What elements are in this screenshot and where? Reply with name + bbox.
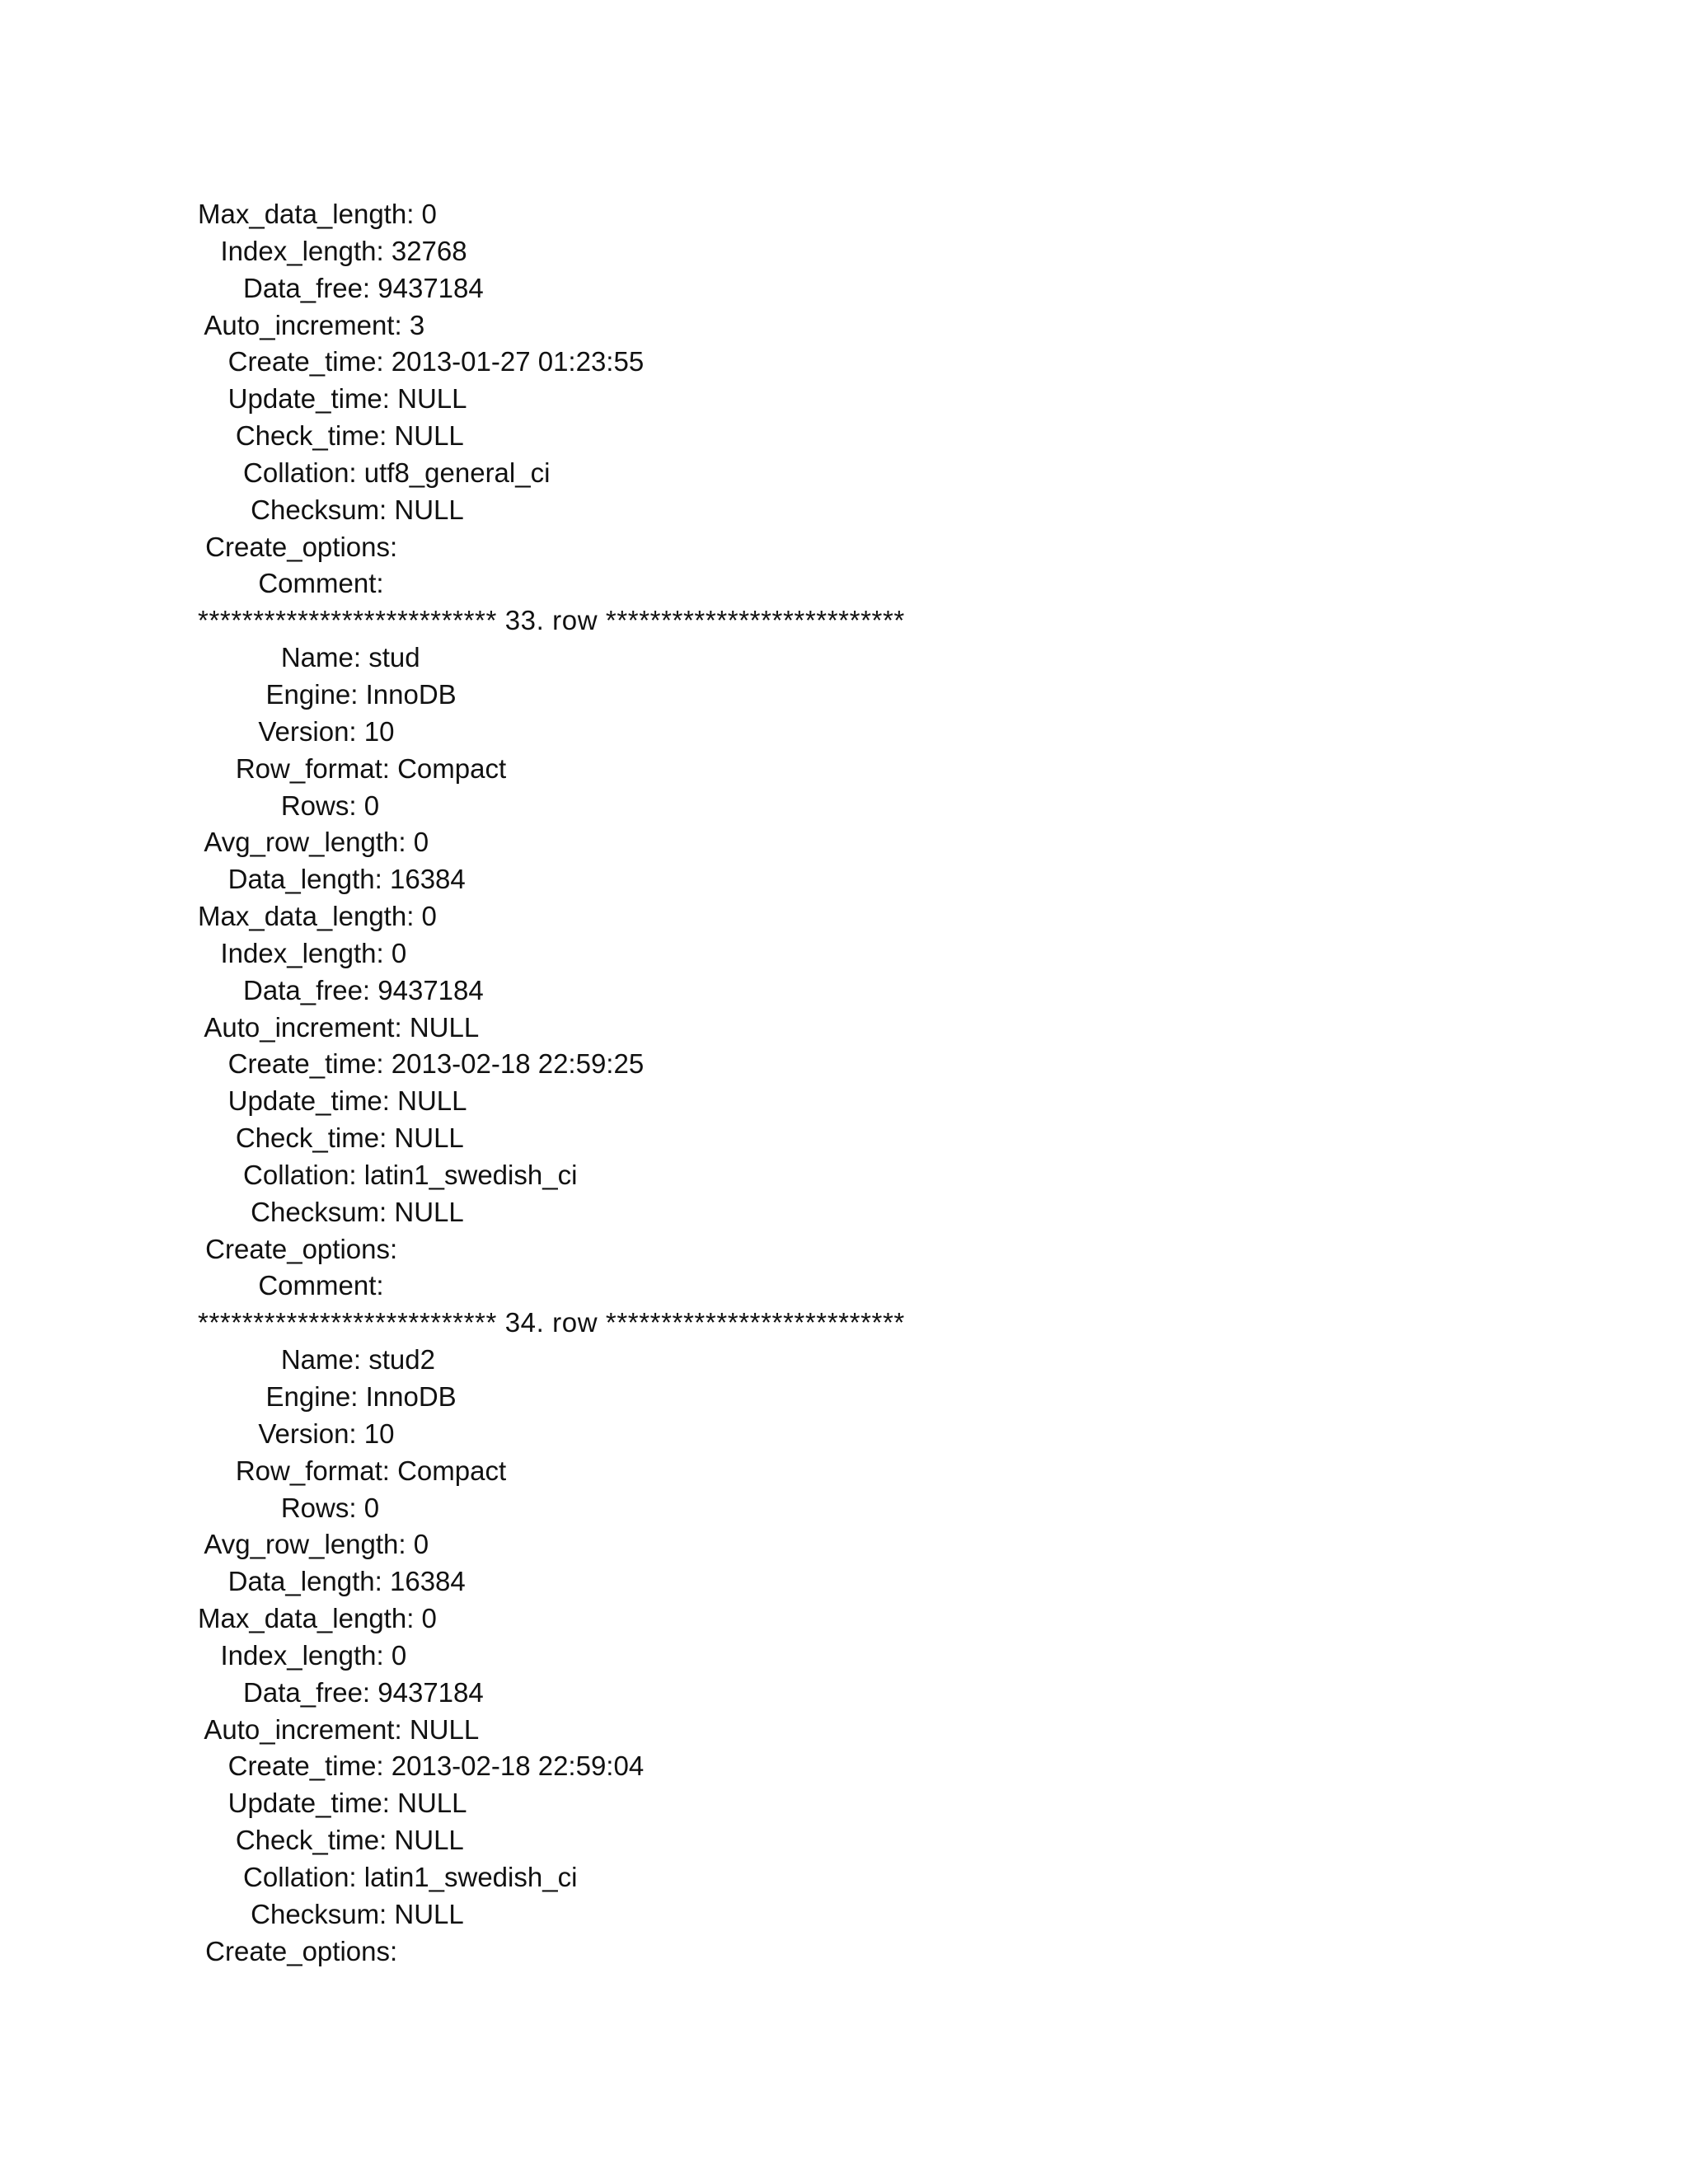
text-line: Comment: <box>198 1270 384 1301</box>
text-line: Checksum: NULL <box>198 1196 464 1227</box>
text-line: Version: 10 <box>198 1418 395 1449</box>
text-line: Update_time: NULL <box>198 1788 467 1819</box>
text-line: Index_length: 0 <box>198 1639 407 1671</box>
text-line: Row_format: Compact <box>198 1455 507 1486</box>
text-line: Create_options: <box>198 531 398 562</box>
text-line: Engine: InnoDB <box>198 678 457 710</box>
text-line: Auto_increment: NULL <box>198 1011 480 1043</box>
text-line: Comment: <box>198 568 384 599</box>
text-line: Create_time: 2013-02-18 22:59:25 <box>198 1048 645 1080</box>
text-line: Data_free: 9437184 <box>198 1676 484 1708</box>
text-line: Checksum: NULL <box>198 1898 464 1929</box>
text-line: Collation: latin1_swedish_ci <box>198 1861 578 1892</box>
text-line: Max_data_length: 0 <box>198 1603 437 1634</box>
text-line: Version: 10 <box>198 715 395 747</box>
text-line: Update_time: NULL <box>198 1085 467 1117</box>
text-line: Collation: utf8_general_ci <box>198 457 551 488</box>
text-line: Max_data_length: 0 <box>198 199 437 229</box>
document-page <box>198 196 1599 1971</box>
text-line: Name: stud <box>198 642 420 673</box>
text-line: Data_length: 16384 <box>198 1566 466 1597</box>
text-line: Engine: InnoDB <box>198 1381 457 1412</box>
text-line: Check_time: NULL <box>198 1825 464 1856</box>
text-line: Avg_row_length: 0 <box>198 1529 429 1560</box>
text-line: Checksum: NULL <box>198 494 464 525</box>
text-line: Create_options: <box>198 1935 398 1966</box>
text-line: Max_data_length: 0 <box>198 901 437 932</box>
text-line: Data_length: 16384 <box>198 864 466 895</box>
text-line: Check_time: NULL <box>198 1122 464 1154</box>
text-line: Rows: 0 <box>198 1492 380 1523</box>
text-line: Avg_row_length: 0 <box>198 827 429 858</box>
text-line: Check_time: NULL <box>198 420 464 452</box>
text-line: Data_free: 9437184 <box>198 272 484 303</box>
text-line: Index_length: 32768 <box>198 235 467 266</box>
text-line: Auto_increment: 3 <box>198 309 425 340</box>
text-line: Auto_increment: NULL <box>198 1713 480 1745</box>
text-line: Index_length: 0 <box>198 937 407 968</box>
text-line: Update_time: NULL <box>198 383 467 415</box>
text-line: Row_format: Compact <box>198 752 507 784</box>
row-separator: *************************** 33. row *************************** <box>198 605 905 636</box>
text-line: Create_options: <box>198 1233 398 1264</box>
text-line: Collation: latin1_swedish_ci <box>198 1159 578 1190</box>
row-separator: *************************** 34. row *************************** <box>198 1307 905 1338</box>
text-line: Data_free: 9437184 <box>198 974 484 1005</box>
text-line: Create_time: 2013-01-27 01:23:55 <box>198 346 645 377</box>
text-line: Create_time: 2013-02-18 22:59:04 <box>198 1750 645 1782</box>
text-line: Rows: 0 <box>198 790 380 821</box>
text-line: Name: stud2 <box>198 1344 435 1376</box>
